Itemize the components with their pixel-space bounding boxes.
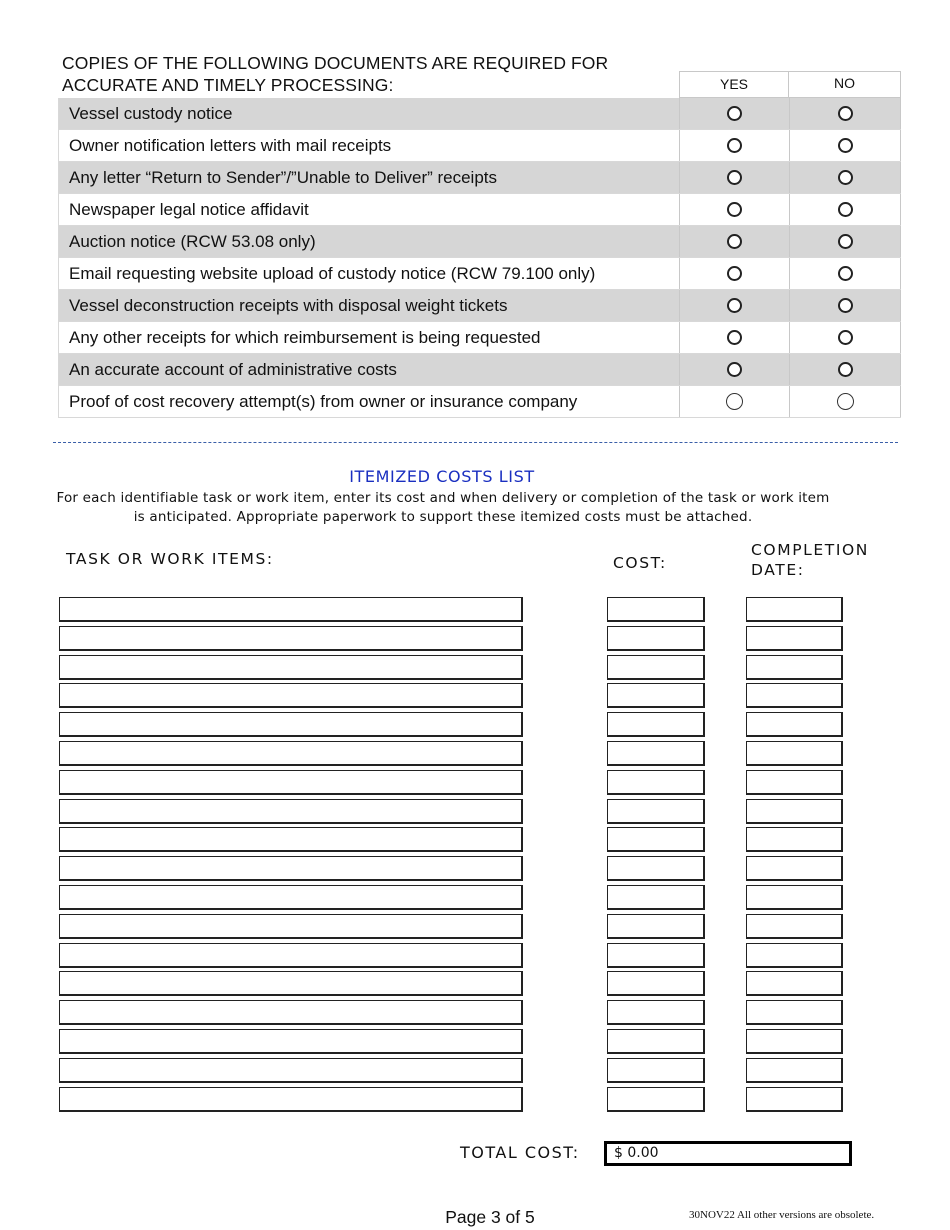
completion-date-input[interactable] [746, 856, 843, 881]
document-label: Vessel custody notice [58, 98, 679, 129]
task-input[interactable] [59, 626, 523, 651]
documents-heading-line1: COPIES OF THE FOLLOWING DOCUMENTS ARE REQUIRED FOR [62, 53, 609, 73]
documents-heading-line2: ACCURATE AND TIMELY PROCESSING: [62, 75, 394, 95]
yes-cell [679, 226, 789, 257]
no-cell [789, 98, 901, 129]
yes-cell [679, 290, 789, 321]
yes-cell [679, 386, 789, 417]
task-column-header: TASK OR WORK ITEMS: [66, 550, 274, 568]
no-radio-button[interactable] [838, 330, 853, 345]
yes-radio-button[interactable] [726, 393, 743, 410]
document-label: Auction notice (RCW 53.08 only) [58, 226, 679, 257]
task-input[interactable] [59, 799, 523, 824]
cost-input[interactable] [607, 856, 705, 881]
no-radio-button[interactable] [838, 266, 853, 281]
task-input[interactable] [59, 741, 523, 766]
document-row [58, 322, 901, 354]
completion-date-input[interactable] [746, 1029, 843, 1054]
instructions-line2: is anticipated. Appropriate paperwork to support these itemized costs must be attached. [133, 509, 753, 525]
completion-date-input[interactable] [746, 741, 843, 766]
task-input[interactable] [59, 914, 523, 939]
no-radio-button[interactable] [838, 362, 853, 377]
cost-input[interactable] [607, 683, 705, 708]
yes-radio-button[interactable] [727, 330, 742, 345]
task-input[interactable] [59, 1029, 523, 1054]
task-input[interactable] [59, 885, 523, 910]
yes-cell [679, 98, 789, 129]
yes-radio-button[interactable] [727, 106, 742, 121]
no-radio-button[interactable] [838, 298, 853, 313]
no-radio-button[interactable] [838, 234, 853, 249]
document-row [58, 258, 901, 290]
cost-input[interactable] [607, 741, 705, 766]
completion-date-input[interactable] [746, 1000, 843, 1025]
document-row [58, 226, 901, 258]
task-input[interactable] [59, 597, 523, 622]
document-label: Newspaper legal notice affidavit [58, 194, 679, 225]
no-cell [789, 386, 901, 417]
task-input[interactable] [59, 1058, 523, 1083]
task-input[interactable] [59, 712, 523, 737]
yes-radio-button[interactable] [727, 362, 742, 377]
completion-date-input[interactable] [746, 1087, 843, 1112]
cost-input[interactable] [607, 943, 705, 968]
document-label: Vessel deconstruction receipts with disposal weight tickets [58, 290, 679, 321]
no-radio-button[interactable] [838, 170, 853, 185]
task-input[interactable] [59, 1000, 523, 1025]
document-label: Any letter “Return to Sender”/”Unable to Deliver” receipts [58, 162, 679, 193]
cost-input[interactable] [607, 655, 705, 680]
documents-checklist-table [58, 98, 901, 418]
completion-date-input[interactable] [746, 712, 843, 737]
no-radio-button[interactable] [838, 106, 853, 121]
task-input[interactable] [59, 683, 523, 708]
document-row [58, 98, 901, 130]
yes-column-header: YES [679, 71, 789, 98]
yes-cell [679, 258, 789, 289]
completion-date-input[interactable] [746, 1058, 843, 1083]
cost-input[interactable] [607, 1029, 705, 1054]
no-radio-button[interactable] [838, 202, 853, 217]
document-row [58, 386, 901, 418]
completion-date-input[interactable] [746, 971, 843, 996]
yes-cell [679, 162, 789, 193]
date-inputs-column [746, 597, 843, 1115]
document-label: Proof of cost recovery attempt(s) from owner or insurance company [58, 386, 679, 417]
no-radio-button[interactable] [837, 393, 854, 410]
section-divider [53, 442, 898, 443]
completion-date-header-line2: DATE: [751, 561, 805, 579]
cost-input[interactable] [607, 1000, 705, 1025]
yes-radio-button[interactable] [727, 298, 742, 313]
yes-cell [679, 354, 789, 385]
total-cost-label: TOTAL COST: [460, 1143, 580, 1162]
document-row [58, 130, 901, 162]
task-input[interactable] [59, 971, 523, 996]
yes-radio-button[interactable] [727, 170, 742, 185]
completion-date-input[interactable] [746, 799, 843, 824]
yes-radio-button[interactable] [727, 234, 742, 249]
no-cell [789, 290, 901, 321]
no-radio-button[interactable] [838, 138, 853, 153]
document-label: Any other receipts for which reimbursement is being requested [58, 322, 679, 353]
yes-cell [679, 194, 789, 225]
task-inputs-column [59, 597, 523, 1115]
cost-input[interactable] [607, 1058, 705, 1083]
no-cell [789, 258, 901, 289]
no-cell [789, 226, 901, 257]
cost-inputs-column [607, 597, 705, 1115]
yes-cell [679, 130, 789, 161]
no-cell [789, 162, 901, 193]
completion-date-input[interactable] [746, 827, 843, 852]
completion-date-input[interactable] [746, 597, 843, 622]
completion-date-input[interactable] [746, 626, 843, 651]
completion-date-input[interactable] [746, 655, 843, 680]
yes-radio-button[interactable] [727, 138, 742, 153]
no-cell [789, 322, 901, 353]
no-cell [789, 130, 901, 161]
version-note: 30NOV22 All other versions are obsolete. [689, 1209, 875, 1221]
cost-input[interactable] [607, 827, 705, 852]
cost-input[interactable] [607, 885, 705, 910]
itemized-costs-title: ITEMIZED COSTS LIST [349, 467, 535, 486]
cost-input[interactable] [607, 626, 705, 651]
total-cost-field[interactable]: $ 0.00 [604, 1141, 852, 1166]
document-label: Owner notification letters with mail receipts [58, 130, 679, 161]
cost-input[interactable] [607, 971, 705, 996]
task-input[interactable] [59, 1087, 523, 1112]
yes-cell [679, 322, 789, 353]
task-input[interactable] [59, 770, 523, 795]
document-row [58, 194, 901, 226]
completion-date-input[interactable] [746, 770, 843, 795]
completion-date-input[interactable] [746, 914, 843, 939]
document-label: An accurate account of administrative costs [58, 354, 679, 385]
cost-input[interactable] [607, 914, 705, 939]
completion-date-column-header [751, 540, 901, 580]
task-input[interactable] [59, 943, 523, 968]
cost-input[interactable] [607, 1087, 705, 1112]
completion-date-input[interactable] [746, 885, 843, 910]
completion-date-input[interactable] [746, 943, 843, 968]
completion-date-header-line1: COMPLETION [751, 541, 870, 559]
instructions-line1: For each identifiable task or work item, enter its cost and when delivery or completion of the task or work item [56, 490, 830, 506]
task-input[interactable] [59, 827, 523, 852]
yes-radio-button[interactable] [727, 266, 742, 281]
yes-radio-button[interactable] [727, 202, 742, 217]
task-input[interactable] [59, 856, 523, 881]
itemized-costs-instructions [48, 489, 838, 527]
cost-input[interactable] [607, 799, 705, 824]
documents-heading [62, 52, 672, 96]
no-cell [789, 194, 901, 225]
cost-input[interactable] [607, 712, 705, 737]
yes-no-header [679, 71, 901, 98]
completion-date-input[interactable] [746, 683, 843, 708]
document-row [58, 290, 901, 322]
document-row [58, 162, 901, 194]
cost-input[interactable] [607, 770, 705, 795]
page-number: Page 3 of 5 [445, 1207, 535, 1227]
document-row [58, 354, 901, 386]
no-cell [789, 354, 901, 385]
document-label: Email requesting website upload of custody notice (RCW 79.100 only) [58, 258, 679, 289]
cost-input[interactable] [607, 597, 705, 622]
cost-column-header: COST: [613, 554, 667, 572]
no-column-header: NO [789, 71, 901, 98]
task-input[interactable] [59, 655, 523, 680]
